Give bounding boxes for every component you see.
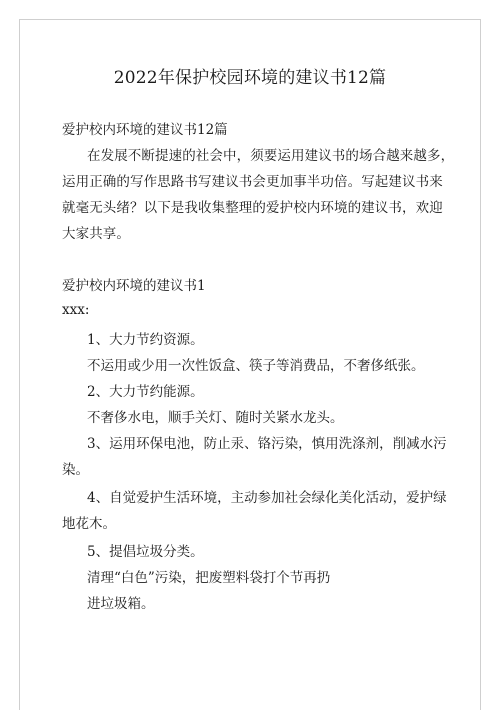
list-item: 2、大力节约能源。 <box>87 384 204 400</box>
intro-line: 运用正确的写作思路书写建议书会更加事半功倍。写起建议书来 <box>62 174 443 190</box>
list-item: 地花木。 <box>62 516 116 532</box>
subtitle: 爱护校内环境的建议书12篇 <box>62 122 228 138</box>
list-item: 3、运用环保电池，防止汞、铬污染，慎用洗涤剂，削减水污 <box>87 436 447 452</box>
intro-line: 就毫无头绪？以下是我收集整理的爱护校内环境的建议书，欢迎 <box>62 200 443 216</box>
list-item: 染。 <box>62 462 89 478</box>
list-item: 4、自觉爱护生活环境，主动参加社会绿化美化活动，爱护绿 <box>87 490 447 506</box>
section-title: 爱护校内环境的建议书1 <box>62 278 206 294</box>
list-item: 进垃圾箱。 <box>87 596 155 612</box>
intro-line: 在发展不断提速的社会中，须要运用建议书的场合越来越多， <box>87 148 455 164</box>
list-item: 不运用或少用一次性饭盒、筷子等消费品，不奢侈纸张。 <box>87 358 425 374</box>
salutation: xxx: <box>62 302 90 318</box>
intro-line: 大家共享。 <box>62 226 130 242</box>
list-item: 不奢侈水电，顺手关灯、随时关紧水龙头。 <box>87 410 344 426</box>
list-item: 清理“白色”污染，把废塑料袋打个节再扔 <box>87 570 331 586</box>
list-item: 1、大力节约资源。 <box>87 332 204 348</box>
document-title: 2022年保护校园环境的建议书12篇 <box>113 68 387 88</box>
list-item: 5、提倡垃圾分类。 <box>87 544 204 560</box>
